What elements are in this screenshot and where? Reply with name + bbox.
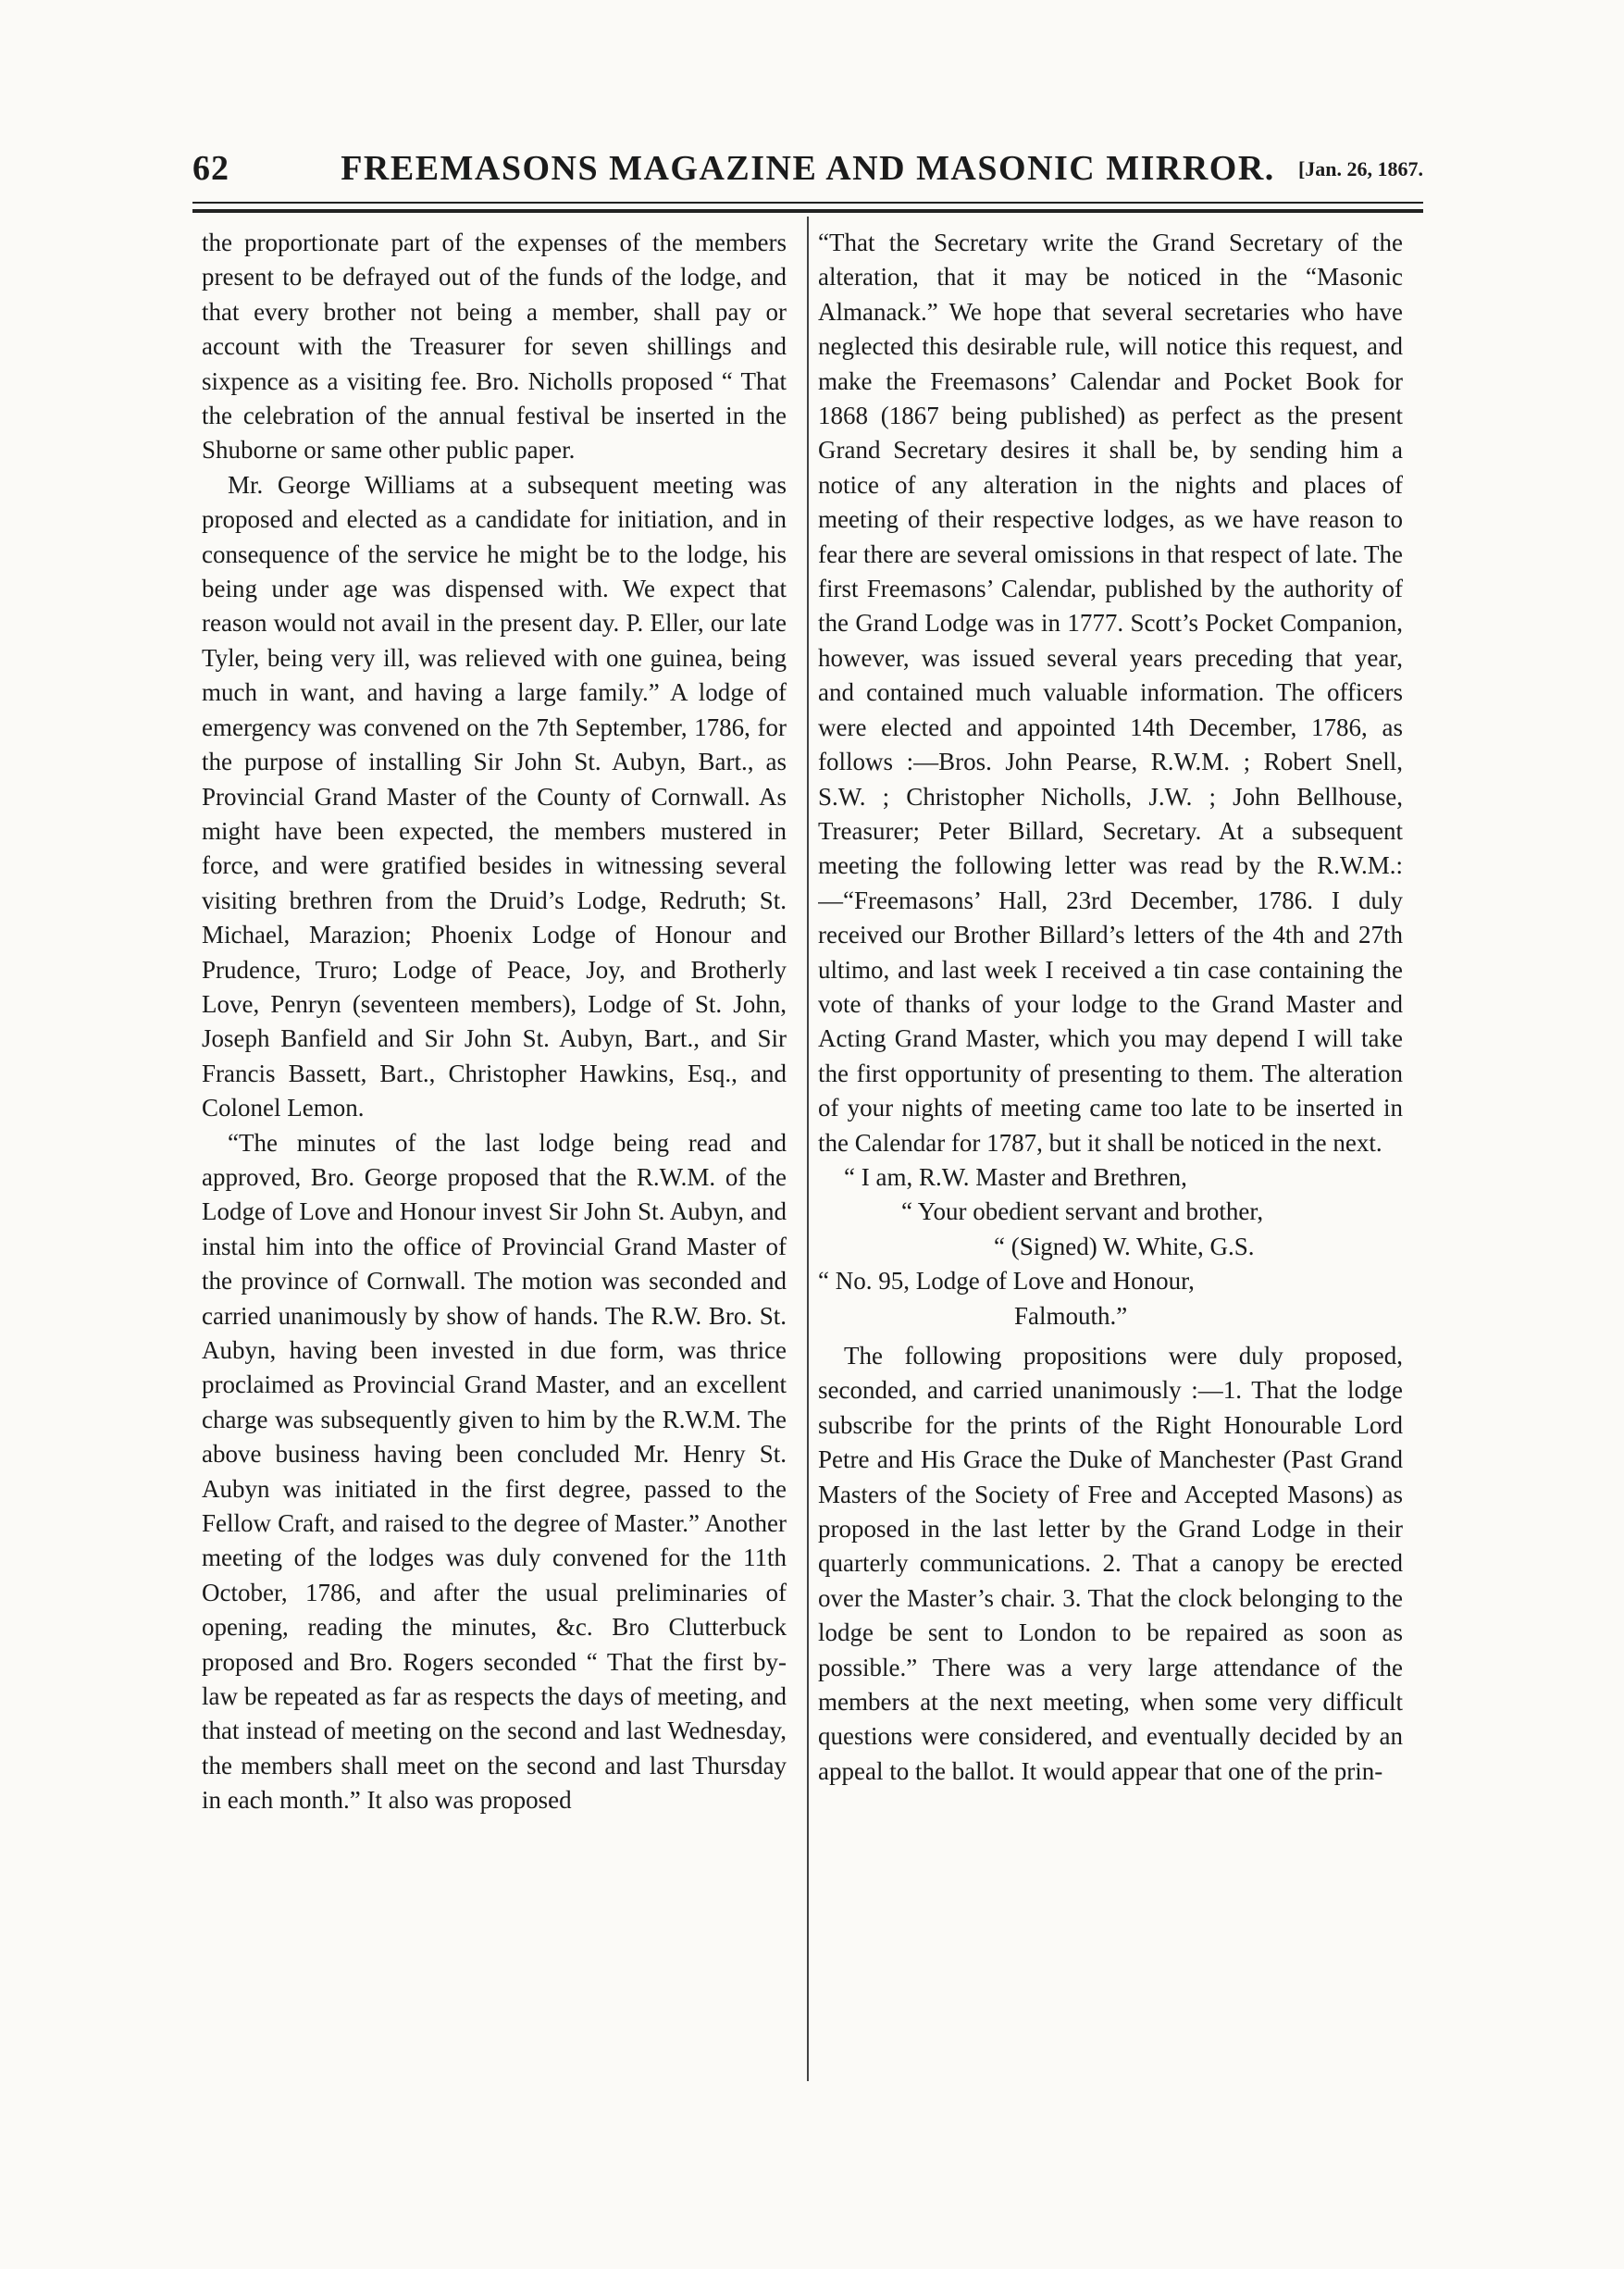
- letter-town: Falmouth.”: [1014, 1301, 1128, 1330]
- issue-date: [Jan. 26, 1867.: [1297, 157, 1423, 180]
- left-paragraph-2: Mr. George Williams at a subsequent meeting was proposed and elected as a candidate for initiation, and in consequence of the service he might be to the lodge, his being under age was dispensed with. We expect that reason would not avail in the present day. P. Eller, our late Tyler, being very ill, was relieved with one guinea, being much in want, and having a large family.” A lodge of emergency was convened on the 7th September, 1786, for the purpose of installing Sir John St. Aubyn, Bart., as Provincial Grand Master of the County of Cornwall. As might have been expected, the members mustered in force, and were gratified besides in witnessing several visiting brethren from the Druid’s Lodge, Redruth; St. Michael, Marazion; Phoenix Lodge of Honour and Prudence, Truro; Lodge of Peace, Joy, and Brotherly Love, Penryn (seventeen members), Lodge of St. John, Joseph Banfield and Sir John St. Aubyn, Bart., and Sir Francis Bassett, Bart., Christopher Hawkins, Esq., and Colonel Lemon.: [202, 470, 787, 1122]
- column-divider: [807, 217, 809, 2081]
- right-paragraph-2: The following propositions were duly proposed, seconded, and carried unanimously :—1. That the lodge subscribe for the prints of the Right Honourable Lord Petre and His Grace the Duke of Manchester (Past Grand Masters of the Society of Free and Accepted Masons) as proposed in the last letter by the Grand Lodge in their quarterly communications. 2. That a canopy be erected over the Master’s chair. 3. That the clock belonging to the lodge be sent to London to be repaired as soon as possible.” There was a very large attendance of the members at the next meeting, when some very difficult questions were considered, and eventually decided by an appeal to the ballot. It would appear that one of the prin-: [818, 1342, 1403, 1785]
- letter-closing-line-2: “ Your obedient servant and brother,: [901, 1197, 1264, 1226]
- letter-closing-line-1: “ I am, R.W. Master and Brethren,: [844, 1162, 1187, 1191]
- left-paragraph-3: “The minutes of the last lodge being read and approved, Bro. George proposed that the R.W.M. of the Lodge of Love and Honour invest Sir John St. Aubyn, and instal him into the office of Provincial Grand Master of the province of Cornwall. The motion was seconded and carried unanimously by show of hands. The R.W. Bro. St. Aubyn, having been invested in due form, was thrice proclaimed as Provincial Grand Master, and an excellent charge was subsequently given to him by the R.W.M. The above business having been concluded Mr. Henry St. Aubyn was initiated in the first degree, passed to the Fellow Craft, and raised to the degree of Master.” Another meeting of the lodges was duly convened for the 11th October, 1786, and after the usual preliminaries of opening, reading the minutes, &c. Bro Clutterbuck proposed and Bro. Rogers seconded “ That the first by-law be repeated as far as respects the days of meeting, and that instead of meeting on the second and last Wednesday, the members shall meet on the second and last Thursday in each month.” It also was proposed: [202, 1128, 787, 1815]
- masthead-title: FREEMASONS MAGAZINE AND MASONIC MIRROR.: [341, 149, 1275, 188]
- page-header: [192, 148, 1423, 194]
- left-paragraph-1: the proportionate part of the expenses of the members present to be defrayed out of the funds of the lodge, and that every brother not being a member, shall pay or account with the Treasurer for seven shillings and sixpence as a visiting fee. Bro. Nicholls proposed “ That the celebration of the annual festival be inserted in the Shuborne or same other public paper.: [202, 229, 787, 465]
- letter-lodge-address: “ No. 95, Lodge of Love and Honour,: [818, 1267, 1195, 1296]
- header-rule-thick: [192, 209, 1423, 213]
- page-number: 62: [192, 149, 229, 188]
- header-rule-thin: [192, 202, 1423, 204]
- left-column: [202, 226, 787, 1818]
- letter-signature: “ (Signed) W. White, G.S.: [994, 1232, 1255, 1260]
- right-paragraph-1: “That the Secretary write the Grand Secretary of the alteration, that it may be noticed in the “Masonic Almanack.” We hope that several secretaries who have neglected this desirable rule, will notice this request, and make the Freemasons’ Calendar and Pocket Book for 1868 (1867 being published) as perfect as the present Grand Secretary desires it shall be, by sending him a notice of any alteration in the nights and places of meeting of their respective lodges, as we have reason to fear there are several omissions in that respect of late. The first Freemasons’ Calendar, published by the authority of the Grand Lodge was in 1777. Scott’s Pocket Companion, however, was issued several years preceding that year, and contained much valuable information. The officers were elected and appointed 14th December, 1786, as follows :—Bros. John Pearse, R.W.M. ; Robert Snell, S.W. ; Christopher Nicholls, J.W. ; John Bellhouse, Treasurer; Peter Billard, Secretary. At a subsequent meeting the following letter was read by the R.W.M.:—“Freemasons’ Hall, 23rd December, 1786. I duly received our Brother Billard’s letters of the 4th and 27th ultimo, and last week I received a tin case containing the vote of thanks of your lodge to the Grand Master and Acting Grand Master, which you may depend I will take the first opportunity of presenting to them. The alteration of your nights of meeting came too late to be inserted in the Calendar for 1787, but it shall be noticed in the next.: [818, 229, 1403, 1157]
- right-column: [818, 226, 1403, 1789]
